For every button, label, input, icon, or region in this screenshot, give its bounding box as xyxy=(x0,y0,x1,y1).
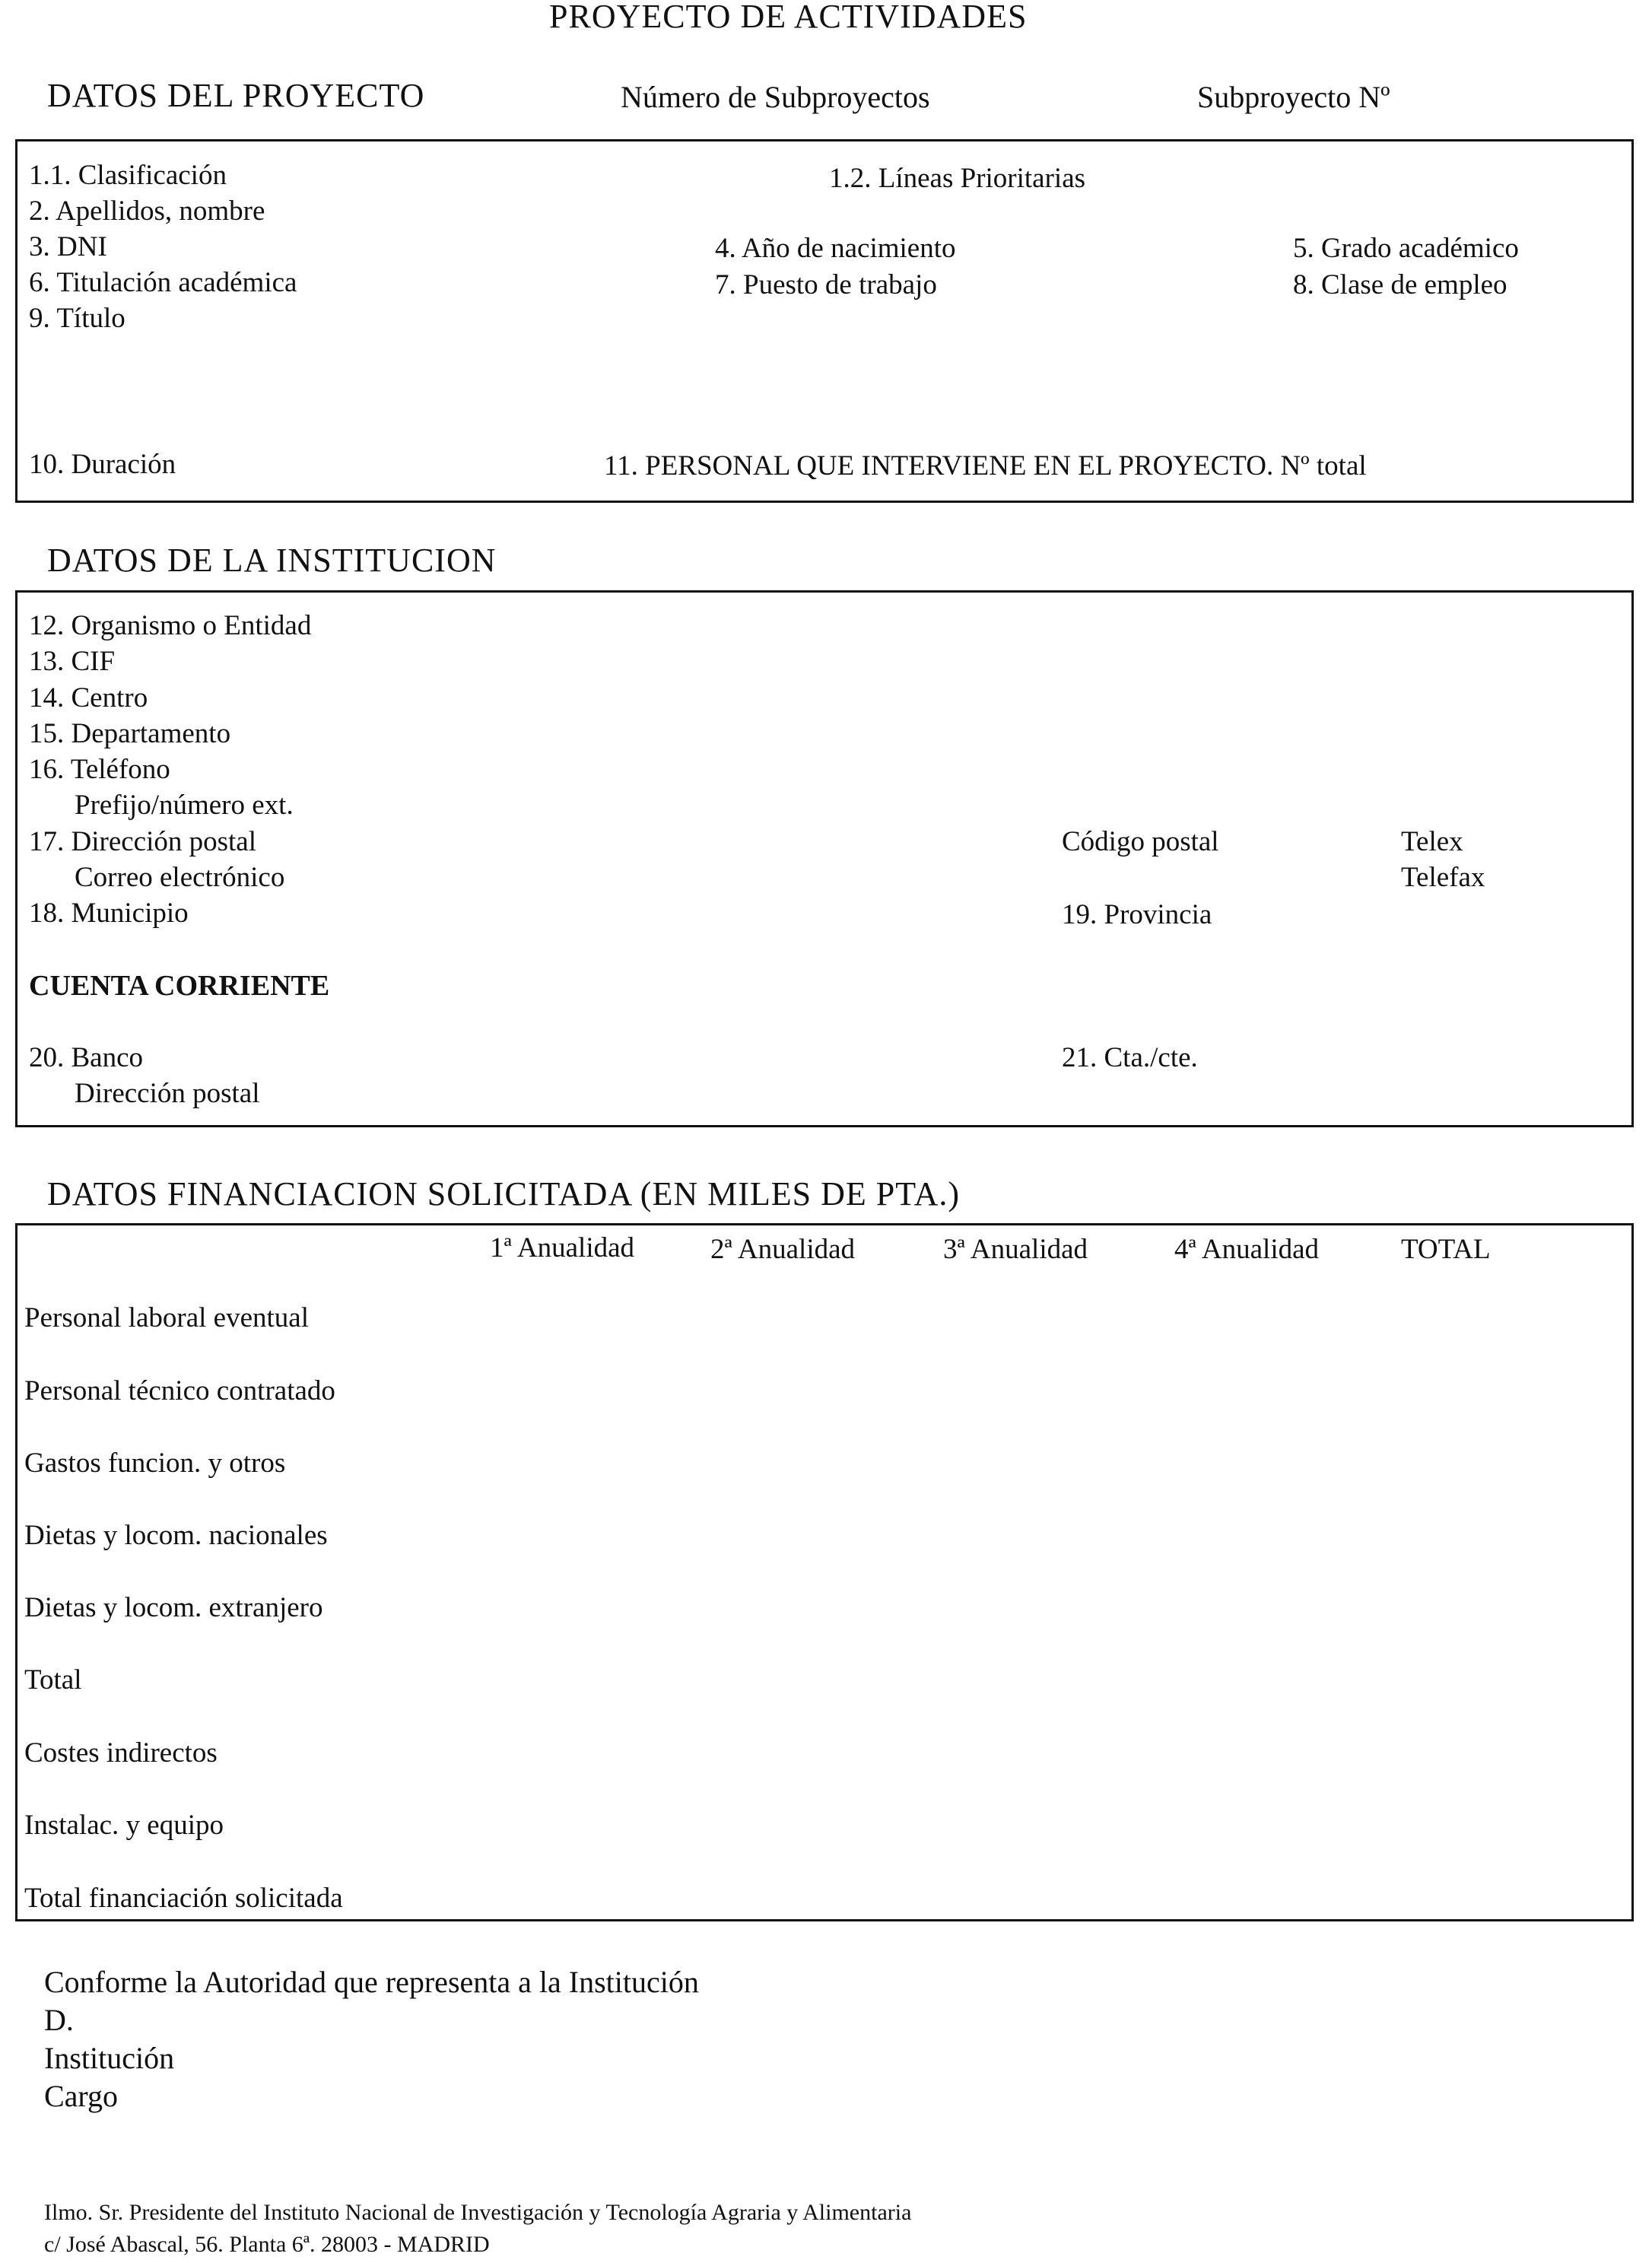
field-telefono[interactable]: 16. Teléfono xyxy=(29,754,170,785)
conforme-institucion-field[interactable]: Institución xyxy=(44,2041,175,2075)
subproyecto-numero-label: Subproyecto Nº xyxy=(1197,80,1390,114)
institucion-box xyxy=(15,590,1634,1127)
field-ano-nacimiento[interactable]: 4. Año de nacimiento xyxy=(715,233,956,264)
section-heading-financiacion: DATOS FINANCIACION SOLICITADA (EN MILES DE PTA.) xyxy=(47,1175,961,1213)
field-banco[interactable]: 20. Banco xyxy=(29,1042,144,1073)
table-row-label: Instalac. y equipo xyxy=(24,1810,224,1841)
section-heading-institucion: DATOS DE LA INSTITUCION xyxy=(47,542,497,579)
field-centro[interactable]: 14. Centro xyxy=(29,682,148,714)
column-header: 2ª Anualidad xyxy=(710,1234,856,1265)
conforme-cargo-field[interactable]: Cargo xyxy=(44,2079,119,2113)
field-grado-academico[interactable]: 5. Grado académico xyxy=(1293,233,1519,264)
field-apellidos-nombre[interactable]: 2. Apellidos, nombre xyxy=(29,195,265,227)
table-row-label: Costes indirectos xyxy=(24,1737,218,1769)
field-organismo[interactable]: 12. Organismo o Entidad xyxy=(29,610,312,641)
table-row-label: Dietas y locom. nacionales xyxy=(24,1520,328,1551)
field-cta-cte[interactable]: 21. Cta./cte. xyxy=(1062,1042,1198,1073)
field-departamento[interactable]: 15. Departamento xyxy=(29,718,231,749)
table-row-label: Total xyxy=(24,1664,82,1696)
field-banco-direccion[interactable]: Dirección postal xyxy=(75,1078,260,1109)
table-row-label: Total financiación solicitada xyxy=(24,1883,343,1914)
table-row-label: Personal técnico contratado xyxy=(24,1375,335,1406)
page-title: PROYECTO DE ACTIVIDADES xyxy=(549,0,1028,35)
field-dni[interactable]: 3. DNI xyxy=(29,231,107,262)
table-row-label: Gastos funcion. y otros xyxy=(24,1448,286,1479)
table-row-label: Dietas y locom. extranjero xyxy=(24,1592,323,1623)
column-header: 4ª Anualidad xyxy=(1174,1234,1320,1265)
field-clasificacion[interactable]: 1.1. Clasificación xyxy=(29,160,227,191)
field-puesto-trabajo[interactable]: 7. Puesto de trabajo xyxy=(715,269,937,300)
field-personal-total[interactable]: 11. PERSONAL QUE INTERVIENE EN EL PROYECTO. Nº total xyxy=(604,450,1367,482)
field-lineas-prioritarias[interactable]: 1.2. Líneas Prioritarias xyxy=(829,163,1086,194)
table-row-label: Personal laboral eventual xyxy=(24,1302,309,1333)
field-titulo[interactable]: 9. Título xyxy=(29,303,125,334)
field-clase-empleo[interactable]: 8. Clase de empleo xyxy=(1293,269,1507,300)
field-direccion-postal[interactable]: 17. Dirección postal xyxy=(29,826,256,857)
field-cif[interactable]: 13. CIF xyxy=(29,646,116,677)
field-codigo-postal[interactable]: Código postal xyxy=(1062,826,1219,857)
section-heading-proyecto: DATOS DEL PROYECTO xyxy=(47,77,425,114)
field-duracion[interactable]: 10. Duración xyxy=(29,449,176,480)
cuenta-corriente-heading: CUENTA CORRIENTE xyxy=(29,970,330,1002)
field-titulacion-academica[interactable]: 6. Titulación académica xyxy=(29,267,297,298)
footer-addressee: Ilmo. Sr. Presidente del Instituto Nacional de Investigación y Tecnología Agraria y Alimentaria xyxy=(44,2200,912,2225)
field-telefax[interactable]: Telefax xyxy=(1401,862,1485,893)
field-provincia[interactable]: 19. Provincia xyxy=(1062,899,1212,930)
column-header: 3ª Anualidad xyxy=(943,1234,1088,1265)
field-municipio[interactable]: 18. Municipio xyxy=(29,898,189,929)
conforme-d-field[interactable]: D. xyxy=(44,2003,74,2037)
column-header: TOTAL xyxy=(1401,1234,1491,1265)
field-prefijo[interactable]: Prefijo/número ext. xyxy=(75,790,294,821)
proyecto-box xyxy=(15,139,1634,503)
conforme-line: Conforme la Autoridad que representa a la Institución xyxy=(44,1965,699,1999)
footer-address: c/ José Abascal, 56. Planta 6ª. 28003 - MADRID xyxy=(44,2232,490,2257)
column-header: 1ª Anualidad xyxy=(490,1232,635,1263)
field-telex[interactable]: Telex xyxy=(1401,826,1463,857)
field-correo[interactable]: Correo electrónico xyxy=(75,862,285,893)
numero-subproyectos-label: Número de Subproyectos xyxy=(621,80,930,114)
